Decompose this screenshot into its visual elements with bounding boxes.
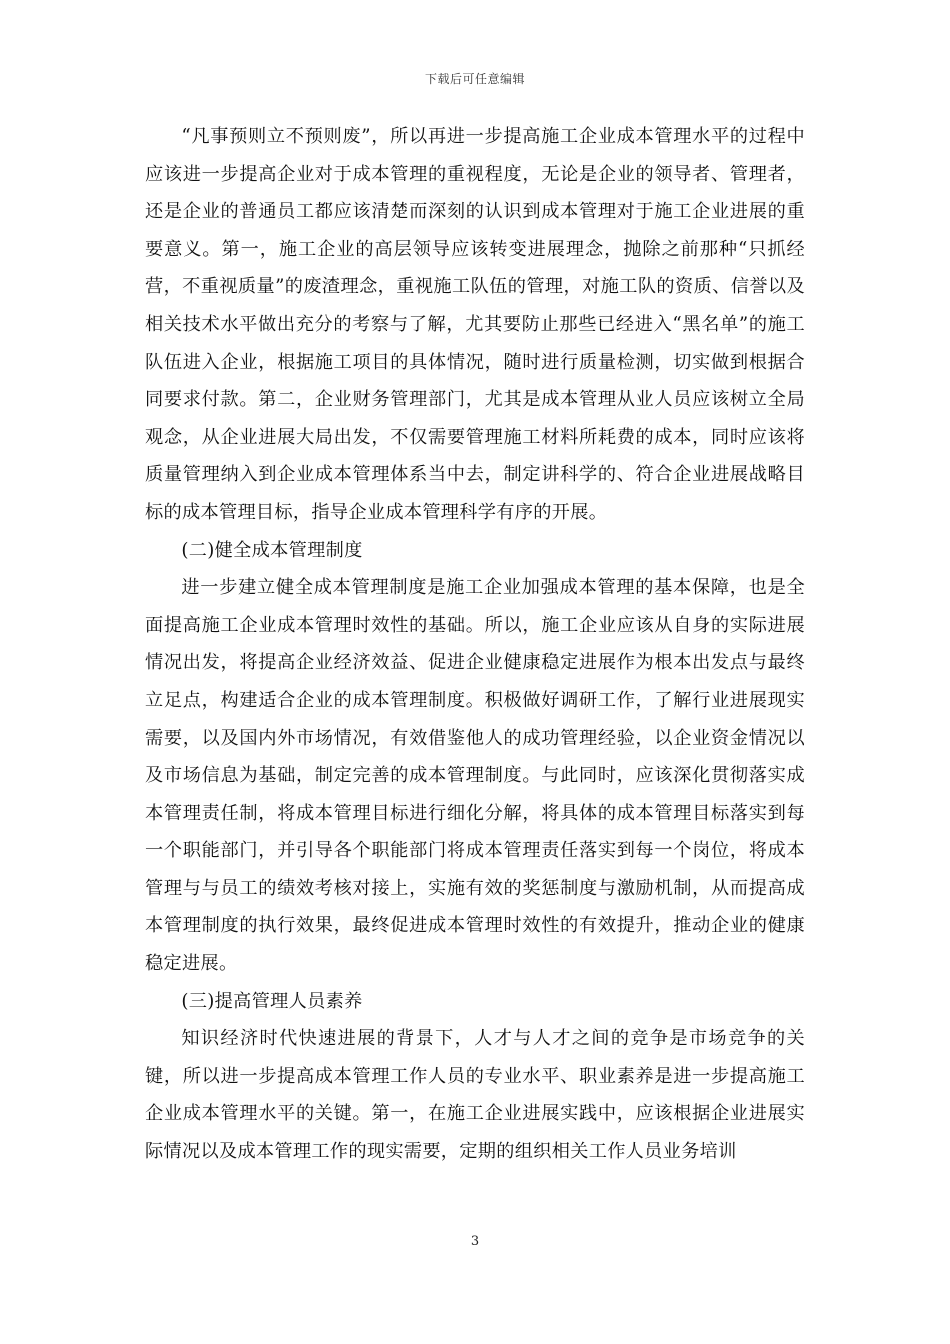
paragraph-1: “凡事预则立不预则废”，所以再进一步提高施工企业成本管理水平的过程中应该进一步提高企业对于成本管理的重视程度，无论是企业的领导者、管理者，还是企业的普通员工都应该清楚而深刻的认识到成本管理对于施工企业进展的重要意义。第一，施工企业的高层领导应该转变进展理念，抛除之前那种“只抓经营，不重视质量”的废渣理念，重视施工队伍的管理，对施工队的资质、信誉以及相关技术水平做出充分的考察与了解，尤其要防止那些已经进入“黑名单”的施工队伍进入企业，根据施工项目的具体情况，随时进行质量检测，切实做到根据合同要求付款。第二，企业财务管理部门，尤其是成本管理从业人员应该树立全局观念，从企业进展大局出发，不仅需要管理施工材料所耗费的成本，同时应该将质量管理纳入到企业成本管理体系当中去，制定讲科学的、符合企业进展战略目标的成本管理目标，指导企业成本管理科学有序的开展。 [145,126,805,523]
page-header: 下载后可任意编辑 [424,72,525,86]
page-number: 3 [470,1234,480,1249]
document-body [145,118,805,1171]
paragraph-3: 知识经济时代快速进展的背景下，人才与人才之间的竞争是市场竞争的关键，所以进一步提高成本管理工作人员的专业水平、职业素养是进一步提高施工企业成本管理水平的关键。第一，在施工企业进展实践中，应该根据企业进展实际情况以及成本管理工作的现实需要，定期的组织相关工作人员业务培训 [145,1028,805,1163]
section-heading-3: (三)提高管理人员素养 [181,990,363,1012]
section-heading-2: (二)健全成本管理制度 [181,539,363,561]
paragraph-2: 进一步建立健全成本管理制度是施工企业加强成本管理的基本保障，也是全面提高施工企业成本管理时效性的基础。所以，施工企业应该从自身的实际进展情况出发，将提高企业经济效益、促进企业健康稳定进展作为根本出发点与最终立足点，构建适合企业的成本管理制度。积极做好调研工作，了解行业进展现实需要，以及国内外市场情况，有效借鉴他人的成功管理经验，以企业资金情况以及市场信息为基础，制定完善的成本管理制度。与此同时，应该深化贯彻落实成本管理责任制，将成本管理目标进行细化分解，将具体的成本管理目标落实到每一个职能部门，并引导各个职能部门将成本管理责任落实到每一个岗位，将成本管理与与员工的绩效考核对接上，实施有效的奖惩制度与激励机制，从而提高成本管理制度的执行效果，最终促进成本管理时效性的有效提升，推动企业的健康稳定进展。 [145,577,805,975]
